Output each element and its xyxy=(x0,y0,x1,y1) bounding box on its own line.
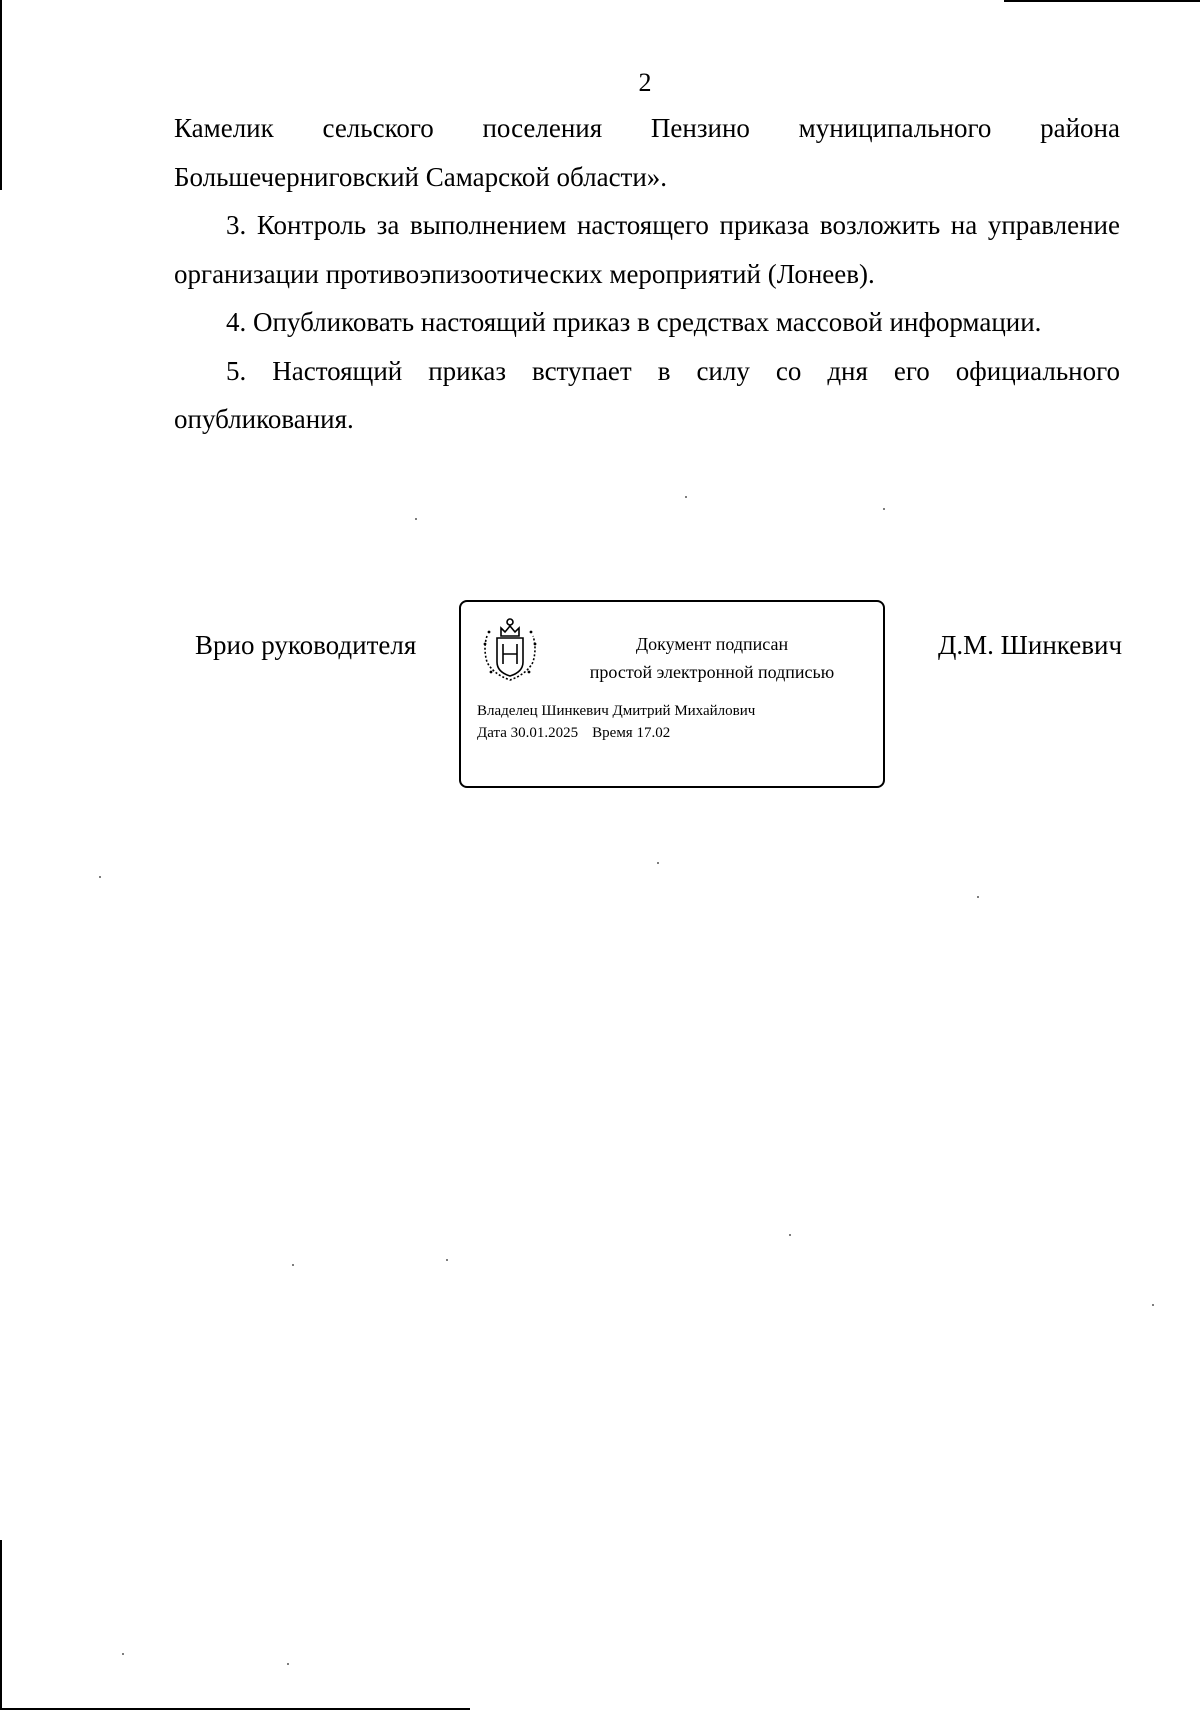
stamp-title-line2: простой электронной подписью xyxy=(589,662,835,682)
scan-edge-bottom xyxy=(0,1708,470,1710)
scan-speck xyxy=(99,876,101,878)
paragraph-item-4: 4. Опубликовать настоящий приказ в средствах массовой информации. xyxy=(226,307,1042,337)
paragraph-item-3: 3. Контроль за выполнением настоящего приказа возложить на управление организации противоэпизоотических мероприятий (Лонеев). xyxy=(174,210,1120,289)
document-body xyxy=(174,104,1120,444)
stamp-owner: Владелец Шинкевич Дмитрий Михайлович xyxy=(477,703,756,719)
scan-speck xyxy=(657,862,659,864)
scan-speck xyxy=(287,1663,289,1665)
page-number: 2 xyxy=(638,68,652,97)
scan-speck xyxy=(685,496,687,498)
stamp-title-line1: Документ подписан xyxy=(635,634,789,654)
stamp-datetime xyxy=(477,722,670,744)
scan-speck xyxy=(292,1264,294,1266)
stamp-time: Время 17.02 xyxy=(592,725,671,741)
scan-speck xyxy=(446,1259,448,1261)
signer-name: Д.М. Шинкевич xyxy=(938,630,1123,660)
paragraph-continuation: Камелик сельского поселения Пензино муниципального района Большечерниговский Самарской области». xyxy=(174,113,1120,192)
signature-block xyxy=(0,600,1200,800)
paragraph-item-5: 5. Настоящий приказ вступает в силу со дня его официального опубликования. xyxy=(174,355,1120,434)
coat-of-arms-icon xyxy=(479,614,541,684)
stamp-title xyxy=(559,630,865,686)
scan-speck xyxy=(789,1234,791,1236)
scan-speck xyxy=(883,508,885,510)
signer-role: Врио руководителя xyxy=(195,630,417,660)
scan-speck xyxy=(977,896,979,898)
stamp-date: Дата 30.01.2025 xyxy=(477,725,579,741)
scan-edge-left-bottom xyxy=(0,1540,2,1710)
scan-speck xyxy=(415,518,417,520)
scan-edge-top-right xyxy=(1004,0,1200,2)
scan-speck xyxy=(122,1653,124,1655)
scan-speck xyxy=(1152,1304,1154,1306)
electronic-signature-stamp xyxy=(459,600,885,788)
